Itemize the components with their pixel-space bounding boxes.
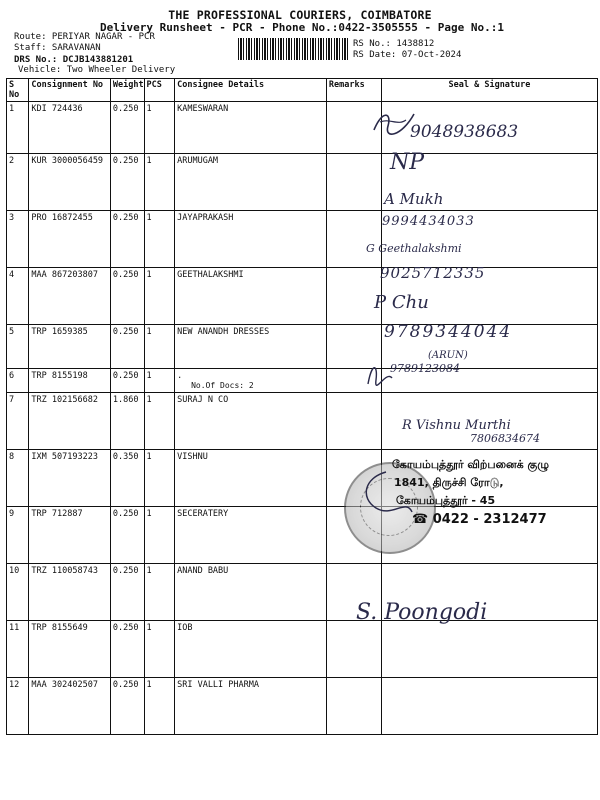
cell-sno <box>7 621 29 678</box>
signature-7-phone: 9789123084 <box>390 362 460 375</box>
cell-sno-text: 3 <box>9 213 15 223</box>
barcode <box>238 38 348 60</box>
column-header: Weight <box>110 79 144 102</box>
cell-consignee <box>175 564 327 621</box>
cell-remarks <box>326 211 381 268</box>
cell-pcs-text: 1 <box>146 566 152 576</box>
cell-consignee-text: NEW ANANDH DRESSES <box>177 327 270 337</box>
cell-consignment-no-text: TRP 8155649 <box>31 623 88 633</box>
rs-date: RS Date: 07-Oct-2024 <box>353 50 462 60</box>
signature-4-phone: 9025712335 <box>380 264 486 282</box>
cell-weight <box>110 507 144 564</box>
runsheet-subtitle: Delivery Runsheet - PCR - Phone No.:0422-3505555 - Page No.:1 <box>100 21 504 34</box>
table-row <box>7 268 598 325</box>
cell-consignee <box>175 369 327 393</box>
cell-consignee <box>175 268 327 325</box>
cell-pcs-text: 1 <box>146 509 152 519</box>
column-header: Remarks <box>326 79 381 102</box>
table-row <box>7 211 598 268</box>
cell-weight <box>110 154 144 211</box>
cell-weight-text: 0.250 <box>112 327 139 337</box>
cell-pcs <box>144 621 175 678</box>
cell-consignment-no-text: TRP 712887 <box>31 509 83 519</box>
cell-sno <box>7 507 29 564</box>
signature-1-scribble <box>372 108 416 138</box>
route-label: Route: PERIYAR NAGAR - PCR <box>14 32 155 42</box>
cell-weight <box>110 678 144 735</box>
table-row <box>7 369 598 393</box>
cell-weight <box>110 369 144 393</box>
cell-seal-signature <box>381 678 597 735</box>
cell-sno-text: 6 <box>9 371 15 381</box>
cell-consignment-no <box>29 393 111 450</box>
cell-sno <box>7 450 29 507</box>
column-header: Seal & Signature <box>381 79 597 102</box>
column-header: Consignment No <box>29 79 111 102</box>
cell-seal-signature <box>381 621 597 678</box>
cell-weight-text: 1.860 <box>112 395 139 405</box>
cell-consignment-no-text: TRZ 102156682 <box>31 395 98 405</box>
cell-pcs <box>144 393 175 450</box>
signature-4-name: G Geethalakshmi <box>366 242 462 255</box>
cell-sno <box>7 154 29 211</box>
table-row <box>7 154 598 211</box>
cell-consignment-no <box>29 564 111 621</box>
cell-consignment-no <box>29 211 111 268</box>
table-row <box>7 564 598 621</box>
cell-consignee-text: ANAND BABU <box>177 566 229 576</box>
cell-consignment-no <box>29 268 111 325</box>
docs-count: No.Of Docs: 2 <box>191 381 254 390</box>
cell-sno-text: 11 <box>9 623 20 633</box>
seal-signature-scribble <box>356 468 416 518</box>
cell-sno <box>7 211 29 268</box>
cell-pcs-text: 1 <box>146 452 152 462</box>
cell-consignee-text: GEETHALAKSHMI <box>177 270 244 280</box>
cell-pcs-text: 1 <box>146 104 152 114</box>
cell-pcs <box>144 154 175 211</box>
cell-remarks <box>326 393 381 450</box>
cell-weight-text: 0.350 <box>112 452 139 462</box>
vehicle-label: Vehicle: Two Wheeler Delivery <box>18 65 176 75</box>
cell-weight <box>110 393 144 450</box>
cell-consignee <box>175 450 327 507</box>
cell-weight <box>110 621 144 678</box>
cell-consignment-no <box>29 325 111 369</box>
cell-weight-text: 0.250 <box>112 104 139 114</box>
cell-sno <box>7 564 29 621</box>
cell-sno <box>7 369 29 393</box>
column-header: PCS <box>144 79 175 102</box>
signature-12-name: S. Poongodi <box>356 600 488 625</box>
cell-consignment-no <box>29 621 111 678</box>
cell-consignment-no <box>29 678 111 735</box>
cell-consignee <box>175 678 327 735</box>
seal-line-2: 1841, திருச்சி ரோடு, <box>394 476 504 489</box>
table-row <box>7 678 598 735</box>
cell-pcs-text: 1 <box>146 395 152 405</box>
cell-weight <box>110 450 144 507</box>
cell-pcs <box>144 369 175 393</box>
signature-7-scribble <box>366 360 394 388</box>
cell-consignment-no <box>29 154 111 211</box>
seal-phone: ☎ 0422 - 2312477 <box>412 512 547 527</box>
cell-weight-text: 0.250 <box>112 509 139 519</box>
rs-number: RS No.: 1438812 <box>353 39 435 49</box>
cell-sno-text: 1 <box>9 104 15 114</box>
cell-pcs <box>144 564 175 621</box>
signature-6-phone: 9789344044 <box>384 322 513 342</box>
cell-consignee-text: VISHNU <box>177 452 208 462</box>
cell-weight-text: 0.250 <box>112 566 139 576</box>
cell-weight <box>110 325 144 369</box>
cell-consignee <box>175 393 327 450</box>
seal-line-1: கோயம்புத்தூர் விற்பனைக் குழு <box>392 458 549 471</box>
cell-consignment-no-text: KUR 3000056459 <box>31 156 104 166</box>
cell-sno-text: 7 <box>9 395 15 405</box>
cell-sno <box>7 268 29 325</box>
signature-2: NP <box>390 150 425 175</box>
cell-consignment-no-text: IXM 507193223 <box>31 452 98 462</box>
cell-consignment-no <box>29 450 111 507</box>
cell-sno <box>7 393 29 450</box>
cell-consignee-text: SURAJ N CO <box>177 395 229 405</box>
cell-pcs <box>144 268 175 325</box>
cell-consignee-text: SECERATERY <box>177 509 229 519</box>
cell-pcs-text: 1 <box>146 270 152 280</box>
cell-remarks <box>326 621 381 678</box>
cell-pcs-text: 1 <box>146 371 152 381</box>
cell-sno-text: 8 <box>9 452 15 462</box>
cell-consignment-no <box>29 507 111 564</box>
cell-sno-text: 4 <box>9 270 15 280</box>
table-header-row <box>7 79 598 102</box>
cell-sno <box>7 325 29 369</box>
cell-consignment-no-text: TRP 8155198 <box>31 371 88 381</box>
cell-sno-text: 2 <box>9 156 15 166</box>
cell-consignee <box>175 154 327 211</box>
cell-consignee-text: KAMESWARAN <box>177 104 229 114</box>
cell-weight <box>110 564 144 621</box>
cell-weight-text: 0.250 <box>112 371 139 381</box>
cell-sno <box>7 102 29 154</box>
cell-sno-text: 12 <box>9 680 20 690</box>
cell-consignee <box>175 507 327 564</box>
signature-1-phone: 9048938683 <box>410 122 519 142</box>
cell-consignment-no-text: MAA 867203807 <box>31 270 98 280</box>
signature-8-phone: 7806834674 <box>470 432 540 445</box>
cell-consignee <box>175 102 327 154</box>
cell-weight <box>110 268 144 325</box>
cell-consignee <box>175 325 327 369</box>
cell-consignee-text: SRI VALLI PHARMA <box>177 680 259 690</box>
cell-pcs <box>144 678 175 735</box>
cell-consignee-text: IOB <box>177 623 193 633</box>
cell-remarks <box>326 154 381 211</box>
cell-consignee-text: JAYAPRAKASH <box>177 213 234 223</box>
cell-consignment-no <box>29 102 111 154</box>
cell-consignee-text: . <box>177 371 183 381</box>
cell-remarks <box>326 678 381 735</box>
signature-5-name: P Chu <box>374 292 429 313</box>
signature-7-name: (ARUN) <box>428 350 468 361</box>
cell-weight <box>110 211 144 268</box>
cell-sno-text: 5 <box>9 327 15 337</box>
cell-sno <box>7 678 29 735</box>
cell-consignment-no-text: KDI 724436 <box>31 104 83 114</box>
signature-8-name: R Vishnu Murthi <box>402 418 511 433</box>
column-header: S No <box>7 79 29 102</box>
cell-consignment-no-text: PRO 16872455 <box>31 213 93 223</box>
cell-consignment-no-text: TRP 1659385 <box>31 327 88 337</box>
cell-weight-text: 0.250 <box>112 156 139 166</box>
cell-pcs-text: 1 <box>146 623 152 633</box>
cell-weight-text: 0.250 <box>112 213 139 223</box>
cell-weight-text: 0.250 <box>112 270 139 280</box>
cell-consignment-no <box>29 369 111 393</box>
runsheet-table <box>6 78 598 735</box>
seal-line-3: கோயம்புத்தூர் - 45 <box>396 494 496 507</box>
table-row <box>7 621 598 678</box>
cell-sno-text: 10 <box>9 566 20 576</box>
cell-pcs <box>144 450 175 507</box>
cell-pcs-text: 1 <box>146 327 152 337</box>
cell-pcs <box>144 102 175 154</box>
cell-weight-text: 0.250 <box>112 680 139 690</box>
cell-pcs <box>144 325 175 369</box>
staff-label: Staff: SARAVANAN <box>14 43 101 53</box>
cell-sno-text: 9 <box>9 509 15 519</box>
drs-label: DRS No.: DCJB143881201 <box>14 55 134 65</box>
cell-pcs-text: 1 <box>146 156 152 166</box>
cell-weight <box>110 102 144 154</box>
cell-pcs <box>144 507 175 564</box>
company-title: THE PROFESSIONAL COURIERS, COIMBATORE <box>168 8 432 22</box>
cell-pcs-text: 1 <box>146 680 152 690</box>
cell-consignment-no-text: MAA 302402507 <box>31 680 98 690</box>
cell-consignment-no-text: TRZ 110058743 <box>31 566 98 576</box>
column-header: Consignee Details <box>175 79 327 102</box>
signature-3-name: A Mukh <box>384 190 444 208</box>
cell-pcs <box>144 211 175 268</box>
cell-consignee <box>175 211 327 268</box>
cell-weight-text: 0.250 <box>112 623 139 633</box>
cell-consignee-text: ARUMUGAM <box>177 156 219 166</box>
signature-3-phone: 9994434033 <box>382 214 475 229</box>
cell-consignee <box>175 621 327 678</box>
cell-pcs-text: 1 <box>146 213 152 223</box>
